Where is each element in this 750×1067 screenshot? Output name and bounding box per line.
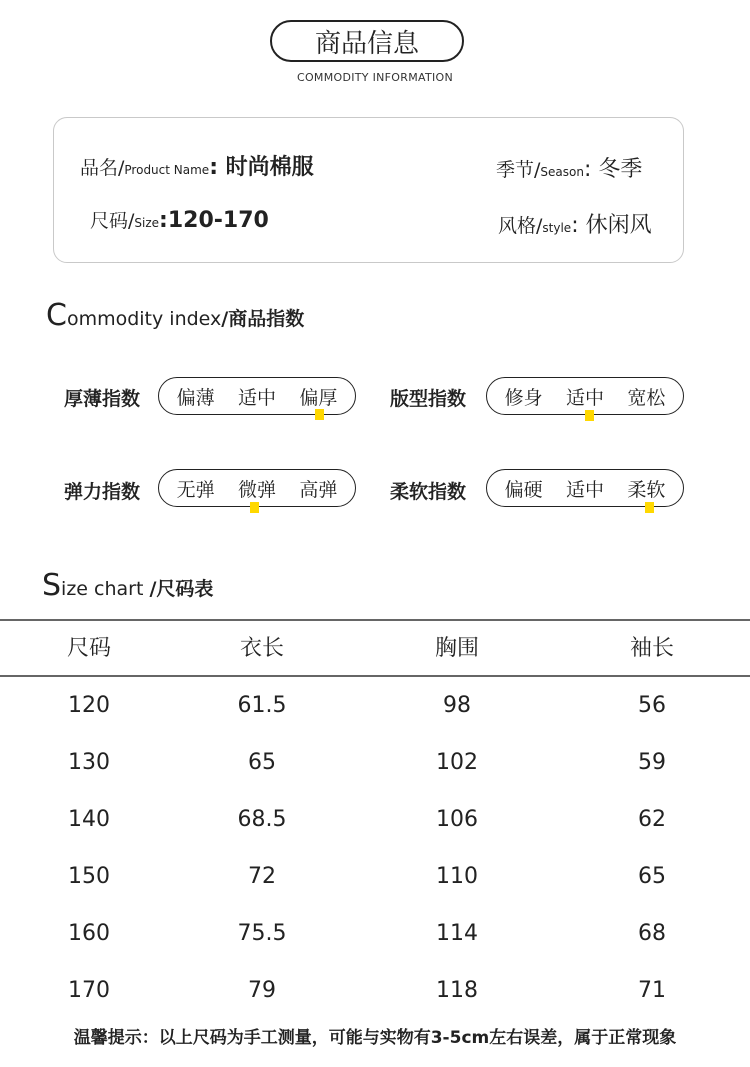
heading-en: ommodity index <box>66 308 222 330</box>
table-cell: 79 <box>248 978 276 1003</box>
style-label: 风格/ <box>498 215 543 237</box>
table-cell: 71 <box>638 978 666 1003</box>
table-cell: 110 <box>436 864 478 889</box>
section-title-pill <box>270 20 464 62</box>
selected-marker <box>645 502 654 513</box>
table-cell: 150 <box>68 864 110 889</box>
table-cell: 102 <box>436 750 478 775</box>
selected-marker <box>250 502 259 513</box>
season-value: : 冬季 <box>583 157 643 182</box>
product-name-label: 品名/ <box>80 157 125 179</box>
table-row <box>0 962 750 1019</box>
table-cell: 72 <box>248 864 276 889</box>
index-option: 柔软 <box>627 478 666 501</box>
size-field <box>90 206 269 233</box>
table-cell: 62 <box>638 807 666 832</box>
season-label-en: Season <box>540 165 584 179</box>
index-option: 高弹 <box>299 478 338 501</box>
table-cell: 118 <box>436 978 478 1003</box>
style-field <box>498 208 652 239</box>
index-option: 微弹 <box>237 478 276 501</box>
heading-cn: /尺码表 <box>149 578 214 600</box>
heading-lead-letter: S <box>42 568 62 603</box>
table-cell: 75.5 <box>237 921 287 946</box>
selected-marker <box>585 410 594 421</box>
season-field <box>496 152 642 183</box>
size-label: 尺码/ <box>90 210 135 232</box>
index-scale-softness <box>486 469 684 507</box>
table-cell: 98 <box>443 693 471 718</box>
section-title: 商品信息 <box>314 28 419 59</box>
size-chart-heading <box>42 568 213 603</box>
table-row <box>0 791 750 848</box>
index-label: 厚薄指数 <box>64 388 141 410</box>
table-row <box>0 905 750 962</box>
index-option: 修身 <box>504 386 543 409</box>
size-value: :120-170 <box>159 208 269 233</box>
index-option: 宽松 <box>627 386 666 409</box>
table-cell: 120 <box>68 693 110 718</box>
table-cell: 65 <box>248 750 276 775</box>
table-header-row <box>0 620 750 677</box>
season-label: 季节/ <box>496 159 541 181</box>
style-value: : 休闲风 <box>571 213 652 238</box>
index-scale-thickness <box>158 377 356 415</box>
section-subtitle: COMMODITY INFORMATION <box>296 71 454 84</box>
index-label: 版型指数 <box>390 388 467 410</box>
table-cell: 65 <box>638 864 666 889</box>
table-cell: 140 <box>68 807 110 832</box>
table-cell: 160 <box>68 921 110 946</box>
table-cell: 59 <box>638 750 666 775</box>
index-option: 适中 <box>565 386 604 409</box>
table-cell: 114 <box>436 921 478 946</box>
index-option: 偏硬 <box>504 478 543 501</box>
table-cell: 56 <box>638 693 666 718</box>
selected-marker <box>315 409 324 420</box>
commodity-index-heading <box>46 298 304 333</box>
product-name-label-en: Product Name <box>124 163 210 177</box>
heading-lead-letter: C <box>46 298 67 333</box>
product-info-box <box>53 117 684 263</box>
table-cell: 68.5 <box>237 807 287 832</box>
measurement-note: 温馨提示：以上尺码为手工测量，可能与实物有3-5cm左右误差，属于正常现象 <box>73 1028 677 1048</box>
index-label: 弹力指数 <box>64 481 141 503</box>
product-name-value: : 时尚棉服 <box>209 155 314 180</box>
index-option: 无弹 <box>176 478 215 501</box>
column-header: 袖长 <box>629 636 674 661</box>
table-cell: 170 <box>68 978 110 1003</box>
column-header: 衣长 <box>239 636 284 661</box>
product-name-field <box>80 150 314 181</box>
table-cell: 61.5 <box>237 693 287 718</box>
table-row <box>0 848 750 905</box>
index-option: 偏厚 <box>299 386 338 409</box>
index-option: 适中 <box>565 478 604 501</box>
style-label-en: style <box>542 221 572 235</box>
index-label: 柔软指数 <box>390 481 467 503</box>
column-header: 尺码 <box>66 636 111 661</box>
table-cell: 106 <box>436 807 478 832</box>
index-option: 适中 <box>237 386 276 409</box>
size-label-en: Size <box>134 216 160 230</box>
heading-en: ize chart <box>61 578 150 600</box>
table-row <box>0 734 750 791</box>
table-cell: 68 <box>638 921 666 946</box>
heading-cn: /商品指数 <box>221 308 305 330</box>
table-cell: 130 <box>68 750 110 775</box>
column-header: 胸围 <box>434 636 479 661</box>
index-option: 偏薄 <box>176 386 215 409</box>
table-row <box>0 677 750 734</box>
